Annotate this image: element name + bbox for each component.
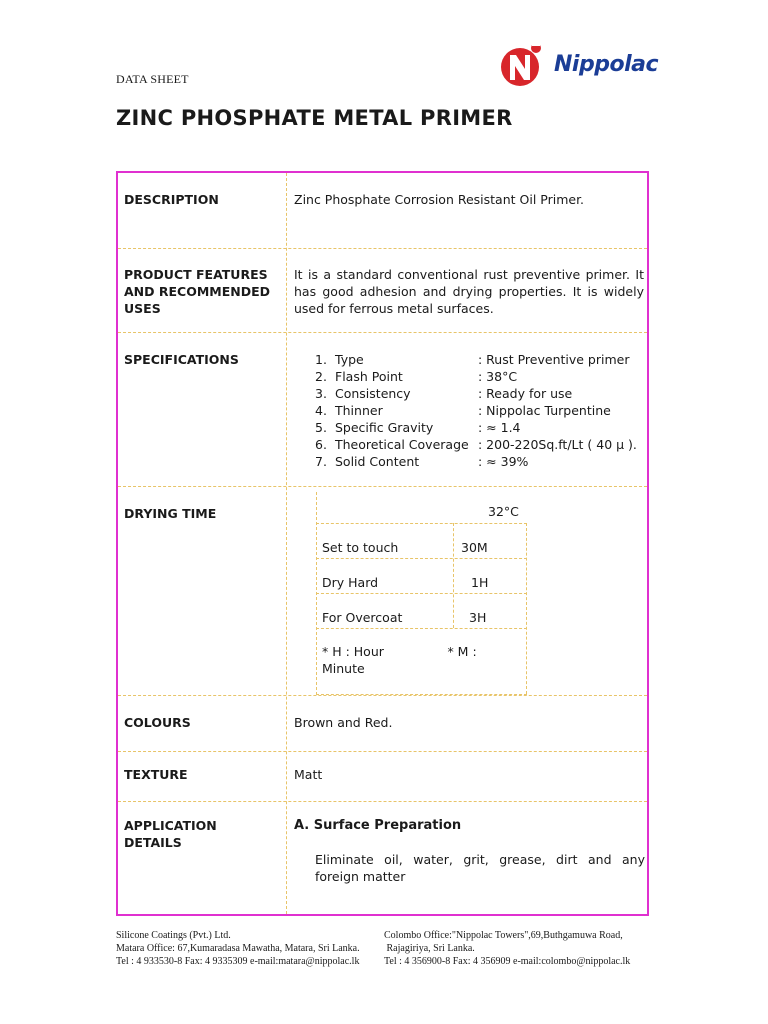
spec-item [315,368,650,385]
specifications-label: SPECIFICATIONS [124,352,239,367]
spec-item [315,385,650,402]
drying-row-value: 3H [469,610,487,625]
features-value: It is a standard conventional rust preventive primer. It has good adhesion and drying properties. It is widely used for ferrous metal surfaces. [294,267,644,316]
row-divider [118,801,647,802]
drying-row-name: Set to touch [322,540,399,555]
drying-time-table [316,492,651,695]
spec-value: : 38°C [478,369,518,384]
nippolac-logo [494,40,658,88]
drying-row-value: 1H [471,575,489,590]
description-value: Zinc Phosphate Corrosion Resistant Oil Primer. [294,192,585,207]
spec-number: 6. [315,437,327,452]
spec-name: Specific Gravity [335,420,434,435]
row-divider [118,486,647,487]
footer-matara-contact: Tel : 4 933530-8 Fax: 4 9335309 e-mail:matara@nippolac.lk [116,956,360,967]
texture-label: TEXTURE [124,767,188,782]
features-label-line: PRODUCT FEATURES [124,267,268,282]
spec-number: 7. [315,454,327,469]
drying-note: Minute [322,661,365,676]
footer-company: Silicone Coatings (Pvt.) Ltd. [116,930,231,941]
colours-label: COLOURS [124,715,191,730]
drying-table-line [316,523,527,524]
spec-name: Theoretical Coverage [335,437,469,452]
drying-time-label: DRYING TIME [124,506,217,521]
application-label-line: DETAILS [124,835,182,850]
spec-value: : ≈ 39% [478,454,529,469]
surface-preparation-text: Eliminate oil, water, grit, grease, dirt and any foreign matter [315,852,645,884]
drying-table-line [453,523,454,628]
spec-item [315,453,650,470]
drying-table-line [316,558,527,559]
specifications-list [315,351,650,470]
description-label: DESCRIPTION [124,192,219,207]
spec-value: : Rust Preventive primer [478,352,630,367]
drying-note: * H : Hour * M : [322,644,477,659]
spec-name: Thinner [335,403,383,418]
surface-preparation-heading: A. Surface Preparation [294,818,462,833]
drying-table-line [526,523,527,694]
drying-row-name: For Overcoat [322,610,403,625]
spec-item [315,351,650,368]
spec-name: Solid Content [335,454,420,469]
footer-colombo-area: Rajagiriya, Sri Lanka. [384,943,475,954]
application-label [124,817,217,851]
features-label-line: USES [124,301,161,316]
spec-number: 2. [315,369,327,384]
spec-number: 5. [315,420,327,435]
datasheet-table [116,171,649,916]
footer-colombo-contact: Tel : 4 356900-8 Fax: 4 356909 e-mail:colombo@nippolac.lk [384,956,631,967]
spec-value: : 200-220Sq.ft/Lt ( 40 μ ). [478,437,637,452]
page-title: ZINC PHOSPHATE METAL PRIMER [116,106,513,130]
drying-table-line [316,593,527,594]
spec-name: Flash Point [335,369,403,384]
spec-number: 1. [315,352,327,367]
column-divider [286,173,287,914]
row-divider [118,248,647,249]
spec-value: : Nippolac Turpentine [478,403,611,418]
drying-row-name: Dry Hard [322,575,379,590]
texture-value: Matt [294,767,323,782]
spec-item [315,436,650,453]
drying-table-line [316,628,527,629]
row-divider [118,332,647,333]
spec-name: Type [335,352,364,367]
features-label [124,266,270,317]
colours-value: Brown and Red. [294,715,393,730]
document-type: DATA SHEET [116,72,189,86]
spec-value: : Ready for use [478,386,573,401]
logo-wordmark: Nippolac [554,52,658,77]
features-label-line: AND RECOMMENDED [124,284,270,299]
footer-matara-address: Matara Office: 67,Kumaradasa Mawatha, Matara, Sri Lanka. [116,943,360,954]
footer-colombo-address: Colombo Office:"Nippolac Towers",69,Buthgamuwa Road, [384,930,623,941]
spec-number: 4. [315,403,327,418]
spec-item [315,402,650,419]
row-divider [118,695,647,696]
application-label-line: APPLICATION [124,818,217,833]
spec-item [315,419,650,436]
spec-name: Consistency [335,386,411,401]
footer-colombo [384,929,664,968]
spec-value: : ≈ 1.4 [478,420,521,435]
drying-row-value: 30M [461,540,488,555]
drying-table-line [316,694,527,695]
row-divider [118,751,647,752]
drying-temperature: 32°C [488,504,519,519]
spec-number: 3. [315,386,327,401]
nippolac-logo-icon [494,40,554,88]
footer-matara [116,929,386,968]
